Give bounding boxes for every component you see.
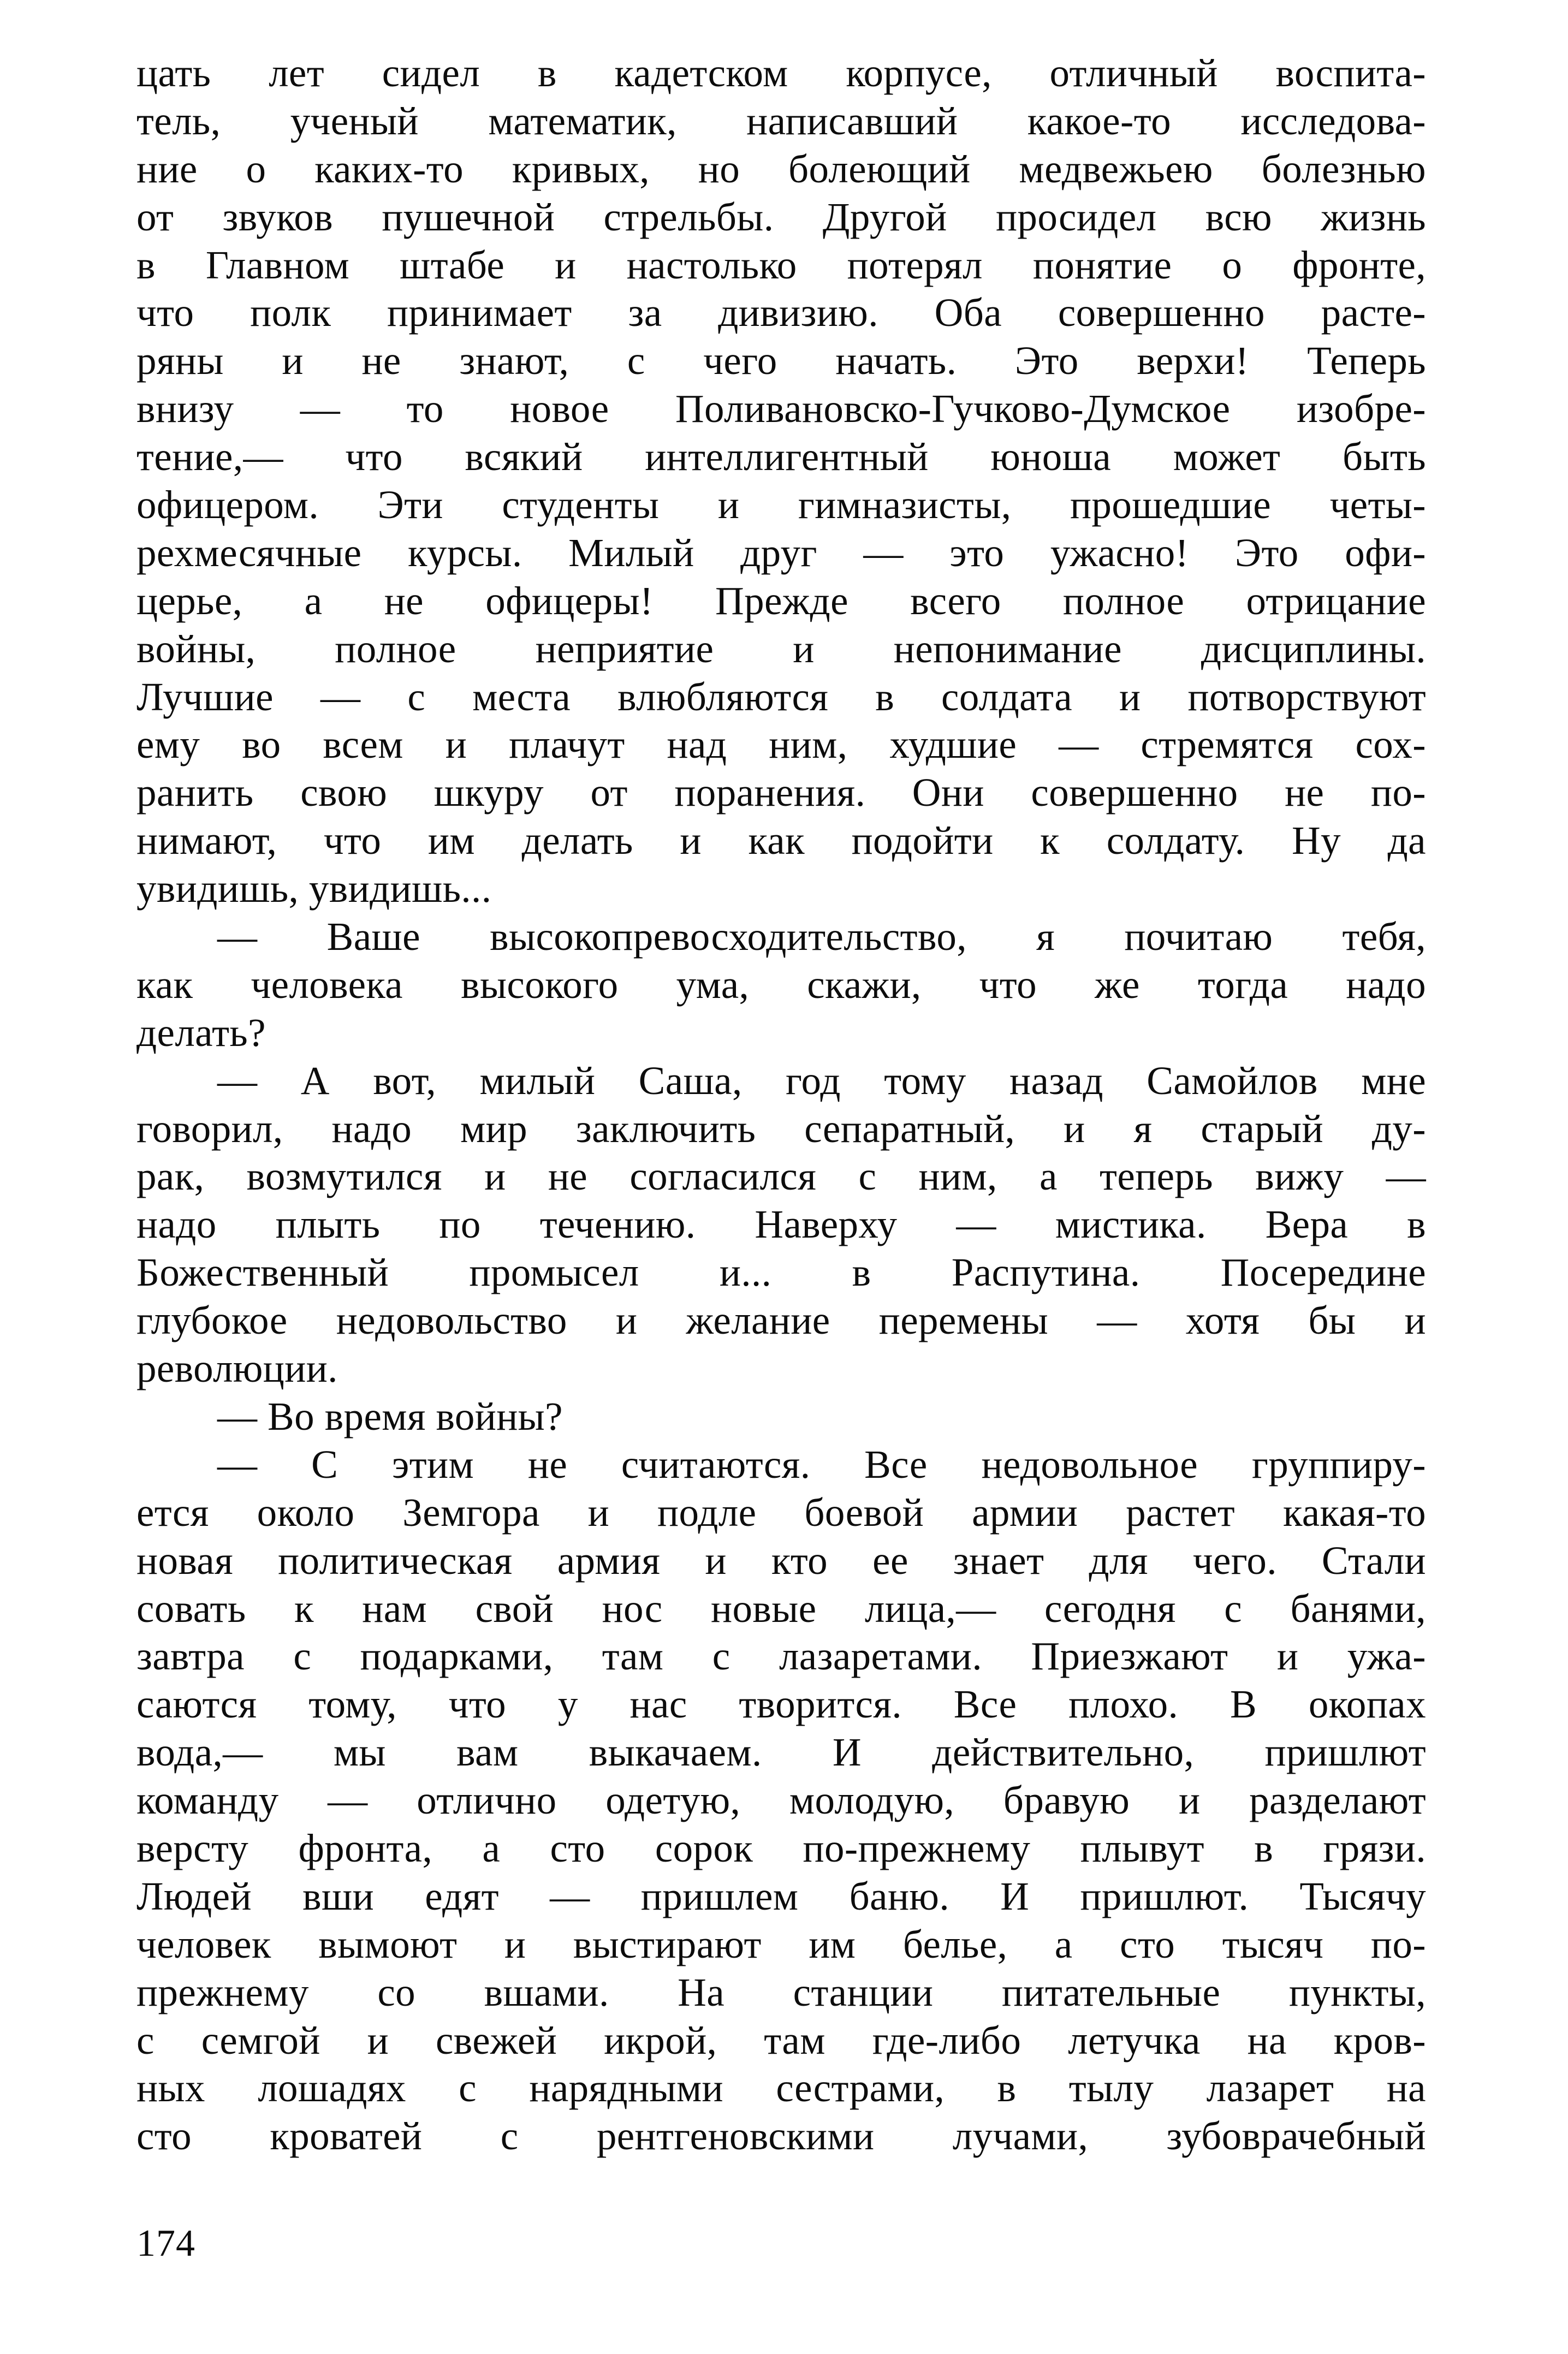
text-line: рехмесячные курсы. Милый друг — это ужасно! Это офи- — [136, 530, 1426, 575]
text-line: новая политическая армия и кто ее знает для чего. Стали — [136, 1538, 1426, 1583]
text-line: нимают, что им делать и как подойти к солдату. Ну да — [136, 818, 1426, 863]
text-line: войны, полное неприятие и непонимание дисциплины. — [136, 626, 1426, 671]
text-line: ние о каких-то кривых, но болеющий медвежьею болезнью — [136, 146, 1426, 191]
text-line: внизу — то новое Поливановско-Гучково-Думское изобре- — [136, 387, 1426, 431]
body-text — [136, 49, 1426, 2160]
text-line: — Во время войны? — [217, 1394, 563, 1438]
text-line: тель, ученый математик, написавший какое-то исследова- — [136, 98, 1426, 143]
text-line: ных лошадях с нарядными сестрами, в тылу лазарет на — [136, 2066, 1426, 2111]
text-line: говорил, надо мир заключить сепаратный, и я старый ду- — [136, 1106, 1426, 1151]
text-line: цать лет сидел в кадетском корпусе, отличный воспита- — [136, 51, 1426, 95]
text-line: — С этим не считаются. Все недовольное группиру- — [217, 1442, 1426, 1487]
text-line: прежнему со вшами. На станции питательные пункты, — [136, 1970, 1426, 2014]
text-line: совать к нам свой нос новые лица,— сегодня с банями, — [136, 1586, 1426, 1631]
text-line: от звуков пушечной стрельбы. Другой просидел всю жизнь — [136, 194, 1426, 239]
text-line: глубокое недовольство и желание перемены — хотя бы и — [136, 1298, 1426, 1343]
text-line: вода,— мы вам выкачаем. И действительно, пришлют — [136, 1730, 1426, 1775]
text-line: революции. — [136, 1346, 338, 1391]
text-line: сто кроватей с рентгеновскими лучами, зубоврачебный — [136, 2114, 1426, 2159]
text-line: церье, а не офицеры! Прежде всего полное отрицание — [136, 578, 1426, 623]
text-line: надо плыть по течению. Наверху — мистика. Вера в — [136, 1202, 1426, 1247]
text-line: рак, возмутился и не согласился с ним, а теперь вижу — — [136, 1154, 1426, 1199]
text-line: в Главном штабе и настолько потерял понятие о фронте, — [136, 242, 1426, 287]
text-line: версту фронта, а сто сорок по-прежнему плывут в грязи. — [136, 1826, 1426, 1870]
text-line: саются тому, что у нас творится. Все плохо. В окопах — [136, 1682, 1426, 1727]
text-line: Лучшие — с места влюбляются в солдата и потворствуют — [136, 674, 1426, 719]
text-line: офицером. Эти студенты и гимназисты, прошедшие четы- — [136, 483, 1426, 527]
text-line: ряны и не знают, с чего начать. Это верхи! Теперь — [136, 338, 1426, 383]
text-line: тение,— что всякий интеллигентный юноша может быть — [136, 435, 1426, 479]
text-line: команду — отлично одетую, молодую, бравую и разделают — [136, 1778, 1426, 1823]
text-line: ему во всем и плачут над ним, худшие — стремятся сох- — [136, 722, 1426, 767]
text-line: с семгой и свежей икрой, там где-либо летучка на кров- — [136, 2018, 1426, 2062]
text-line: Людей вши едят — пришлем баню. И пришлют. Тысячу — [136, 1874, 1426, 1918]
text-line: человек вымоют и выстирают им белье, а сто тысяч по- — [136, 1922, 1426, 1966]
text-line: делать? — [136, 1010, 266, 1055]
text-line: завтра с подарками, там с лазаретами. Приезжают и ужа- — [136, 1634, 1426, 1679]
text-line: увидишь, увидишь... — [136, 866, 492, 911]
text-line: как человека высокого ума, скажи, что же тогда надо — [136, 962, 1426, 1007]
text-line: что полк принимает за дивизию. Оба совершенно расте- — [136, 290, 1426, 335]
text-line: — А вот, милый Саша, год тому назад Самойлов мне — [217, 1058, 1426, 1103]
text-line: ется около Земгора и подле боевой армии растет какая-то — [136, 1490, 1426, 1535]
text-line: — Ваше высокопревосходительство, я почитаю тебя, — [217, 914, 1426, 959]
text-line: Божественный промысел и... в Распутина. Посередине — [136, 1250, 1426, 1295]
page-number: 174 — [136, 2222, 195, 2264]
text-line: ранить свою шкуру от поранения. Они совершенно не по- — [136, 770, 1426, 815]
